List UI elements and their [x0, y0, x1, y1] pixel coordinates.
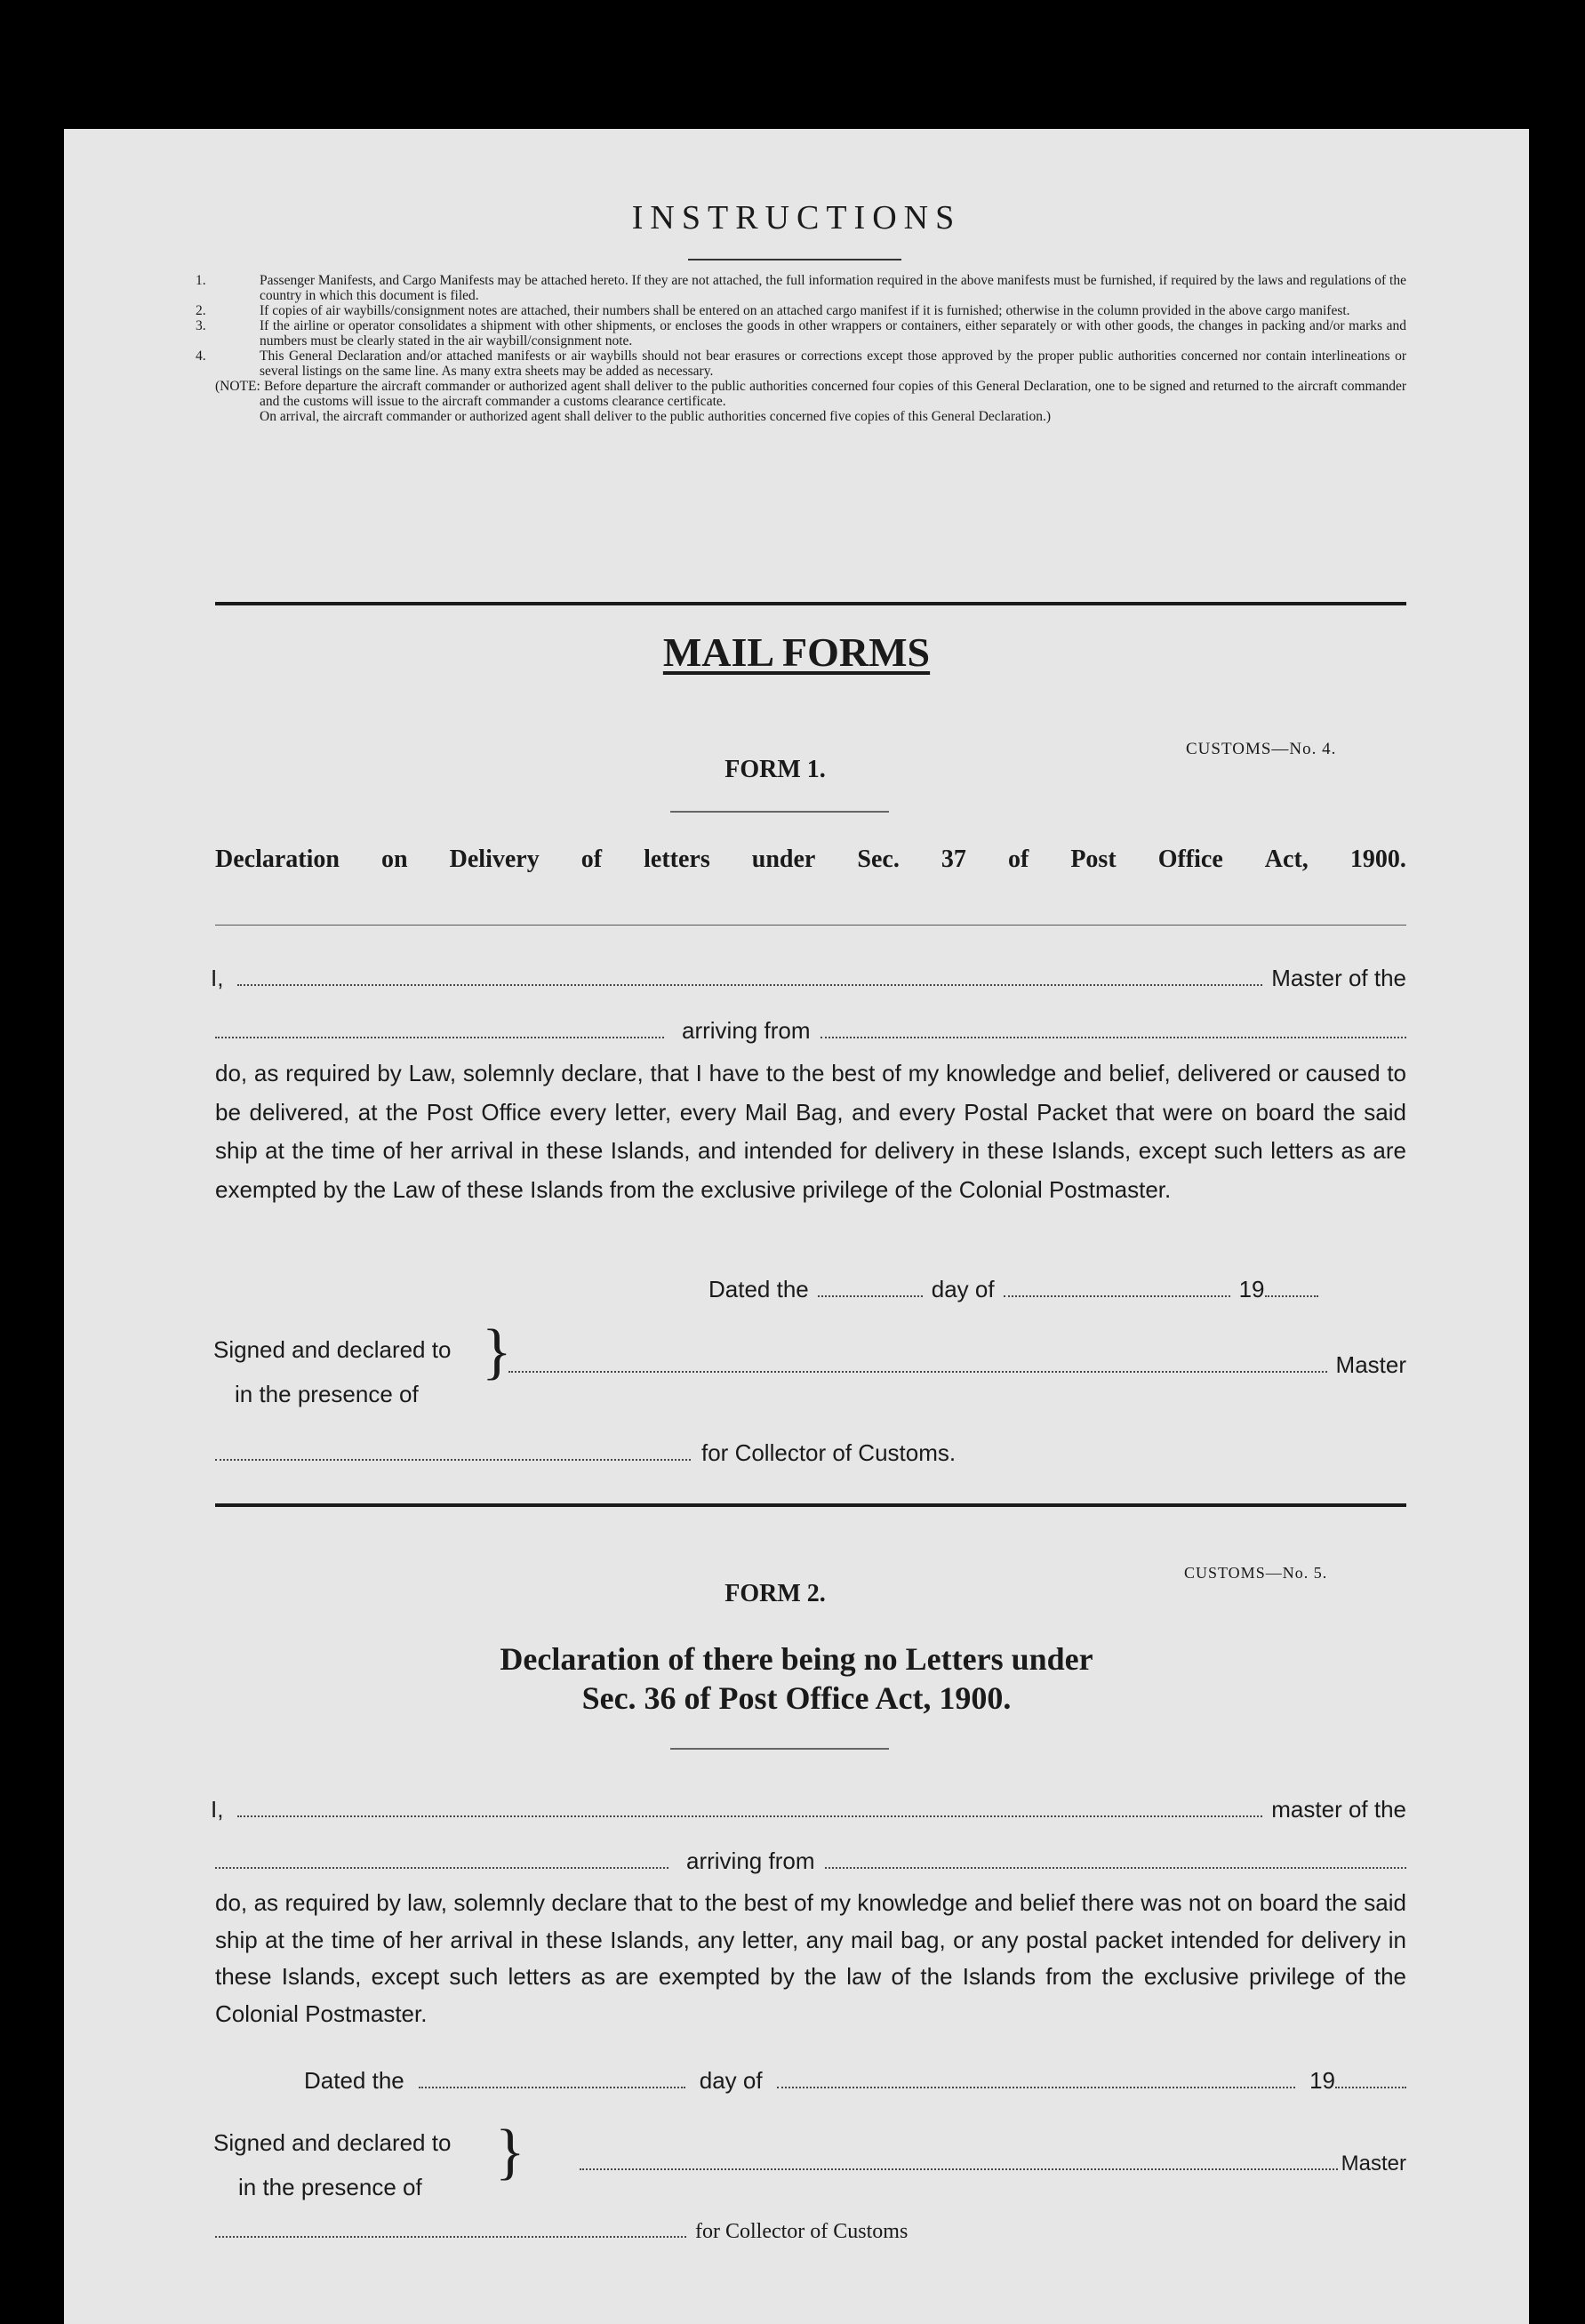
arriving-from-label: arriving from	[686, 1847, 815, 1874]
instruction-number: 3.	[196, 318, 206, 333]
origin-blank[interactable]	[821, 1037, 1406, 1038]
line-suffix: Master of the	[1271, 965, 1406, 991]
dated-label: Dated the	[708, 1276, 809, 1302]
mail-forms-title-text: MAIL FORMS	[662, 629, 931, 675]
decl-word: 37	[941, 845, 966, 873]
decl-word: Office	[1157, 845, 1223, 873]
form2-dated-line	[304, 2067, 1406, 2095]
decl-word: Declaration	[215, 845, 340, 873]
form1-dated-line	[708, 1276, 1318, 1303]
name-blank[interactable]	[237, 1815, 1262, 1817]
signed-line2: in the presence of	[238, 2174, 422, 2200]
form2-heading: FORM 2.	[724, 1580, 826, 1607]
collector-signature-blank[interactable]	[215, 2236, 686, 2238]
instruction-note	[215, 379, 1406, 409]
instruction-text: If copies of air waybills/consignment notes are attached, their numbers shall be entered on an attached cargo manifest if it is furnished; otherwise in the column provided in the above cargo manifest.	[260, 303, 1350, 318]
signed-line1: Signed and declared to	[213, 1336, 452, 1363]
form2-signed-label	[213, 2120, 451, 2209]
decl-word: under	[751, 845, 816, 873]
form2-customs-ref: CUSTOMS—No. 5.	[1184, 1564, 1328, 1582]
month-blank[interactable]	[1004, 1295, 1230, 1297]
form2-master-sign-line	[580, 2152, 1406, 2176]
decl2-line1: Declaration of there being no Letters under	[500, 1641, 1093, 1677]
decl-word: Sec.	[857, 845, 900, 873]
signed-line2: in the presence of	[235, 1381, 419, 1407]
master-label: Master	[1335, 1351, 1406, 1378]
year-blank[interactable]	[1335, 2087, 1406, 2088]
origin-blank[interactable]	[825, 1867, 1406, 1869]
master-label: Master	[1341, 2152, 1406, 2176]
mail-forms-title	[64, 629, 1529, 676]
form1-body: do, as required by Law, solemnly declare, that I have to the best of my knowledge and belief, delivered or caused to be delivered, at the Post Office every letter, every Mail Bag, and every Postal Packet that were on board the said ship at the time of her arrival in these Islands, and intended for delivery in these Islands, except such letters as are exempted by the Law of these Islands from the exclusive privilege of the Colonial Postmaster.	[215, 1060, 1406, 1203]
form2-arriving-line	[215, 1847, 1406, 1875]
instruction-item-2	[196, 303, 1406, 318]
instruction-note-arrival	[215, 409, 1406, 424]
title-underline	[688, 259, 901, 260]
line-prefix: I,	[211, 965, 224, 991]
form1-declaration-title	[215, 845, 1406, 874]
instruction-number: 2.	[196, 303, 206, 318]
form1-title-rule	[215, 925, 1406, 926]
name-blank[interactable]	[237, 984, 1262, 986]
decl-word: of	[580, 845, 603, 873]
form1-brace: }	[482, 1318, 512, 1386]
instructions-title: INSTRUCTIONS	[631, 199, 962, 236]
collector-signature-blank[interactable]	[215, 1459, 691, 1461]
instruction-item-1	[196, 273, 1406, 303]
form-divider	[215, 1503, 1406, 1507]
day-of-label: day of	[699, 2067, 763, 2094]
master-signature-blank[interactable]	[580, 2168, 1338, 2170]
instruction-number: 1.	[196, 273, 206, 288]
ship-blank[interactable]	[215, 1867, 668, 1869]
form2-declaration-title	[64, 1639, 1529, 1718]
form2-heading-rule	[670, 1748, 889, 1750]
form1-master-line	[211, 965, 1406, 992]
note-text-2: On arrival, the aircraft commander or authorized agent shall deliver to the public authorities concerned five copies of this General Declaration.)	[260, 409, 1052, 424]
decl2-line2: Sec. 36 of Post Office Act, 1900.	[581, 1680, 1012, 1716]
month-blank[interactable]	[777, 2087, 1296, 2088]
dated-label: Dated the	[304, 2067, 404, 2094]
collector-label: for Collector of Customs.	[701, 1439, 957, 1466]
instruction-text: If the airline or operator consolidates a shipment with other shipments, or encloses the goods in other wrappers or containers, either separately or with other goods, the changes in packing and/or marks and numbers must be clearly stated in the air waybill/consignment note.	[260, 318, 1406, 349]
form2-body: do, as required by law, solemnly declare that to the best of my knowledge and belief there was not on board the said ship at the time of her arrival in these Islands, any letter, any mail bag, or any postal packet intended for delivery in these Islands, except such letters as are exempted by the law of the Islands from the exclusive privilege of the Colonial Postmaster.	[215, 1889, 1406, 2027]
form1-heading-rule	[670, 811, 889, 813]
year-prefix: 19	[1238, 1276, 1265, 1302]
decl-word: letters	[644, 845, 710, 873]
instruction-text: This General Declaration and/or attached manifests or air waybills should not bear erasures or corrections except those approved by the proper public authorities concerned nor contain interlineations or several listings on the same line. As many extra sheets may be added as necessary.	[260, 349, 1406, 379]
signed-line1: Signed and declared to	[213, 2129, 452, 2156]
day-of-label: day of	[931, 1276, 995, 1302]
form1-customs-ref: CUSTOMS—No. 4.	[1186, 740, 1337, 758]
decl-word: on	[381, 845, 408, 873]
form2-brace: }	[495, 2118, 525, 2186]
instruction-item-4	[196, 349, 1406, 379]
ship-blank[interactable]	[215, 1037, 664, 1038]
decl-word: Act,	[1264, 845, 1309, 873]
master-signature-blank[interactable]	[508, 1371, 1327, 1373]
document-page	[64, 129, 1529, 2324]
instruction-number: 4.	[196, 349, 206, 364]
form1-heading: FORM 1.	[724, 756, 826, 783]
form2-collector-line	[215, 2220, 908, 2244]
note-text-1: (NOTE: Before departure the aircraft commander or authorized agent shall deliver to the public authorities concerned four copies of this General Declaration, one to be signed and returned to the aircraft commander and the customs will issue to the aircraft commander a customs clearance certificate.	[215, 379, 1406, 409]
date-blank[interactable]	[818, 1295, 923, 1297]
decl-word: 1900.	[1349, 845, 1406, 873]
form2-master-line	[211, 1796, 1406, 1823]
instruction-item-3	[196, 318, 1406, 349]
year-prefix: 19	[1309, 2067, 1335, 2094]
instruction-text: Passenger Manifests, and Cargo Manifests may be attached hereto. If they are not attached, the full information required in the above manifests must be furnished, if required by the laws and regulations of the country in which this document is filed.	[260, 273, 1406, 303]
date-blank[interactable]	[419, 2087, 685, 2088]
form1-signed-label	[213, 1327, 451, 1416]
collector-label: for Collector of Customs	[695, 2220, 909, 2243]
decl-word: Delivery	[449, 845, 540, 873]
decl-word: Post	[1070, 845, 1117, 873]
arriving-from-label: arriving from	[682, 1017, 811, 1044]
instructions-list	[196, 273, 1406, 424]
year-blank[interactable]	[1265, 1295, 1318, 1297]
section-divider	[215, 602, 1406, 605]
line-prefix: I,	[211, 1796, 224, 1823]
form1-arriving-line	[215, 1017, 1406, 1045]
form1-collector-line	[215, 1439, 956, 1467]
line-suffix: master of the	[1271, 1796, 1406, 1823]
form1-master-sign-line	[508, 1351, 1406, 1379]
decl-word: of	[1007, 845, 1029, 873]
